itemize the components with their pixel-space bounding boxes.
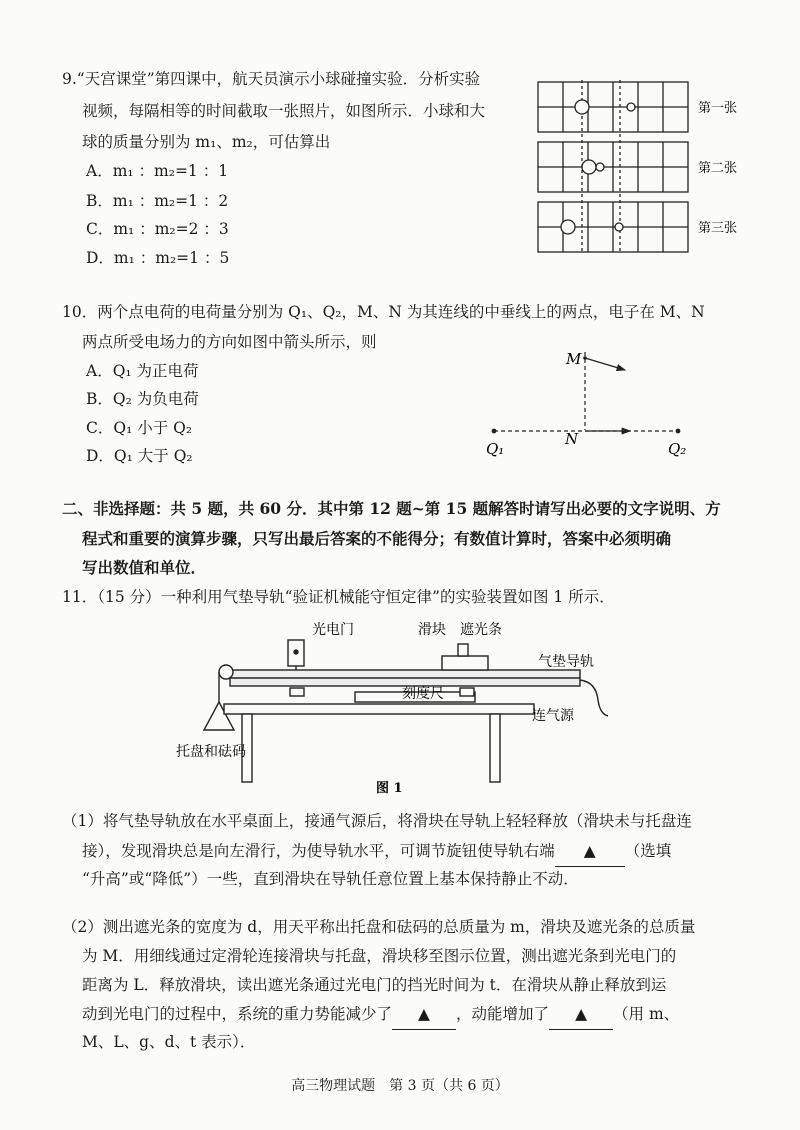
q11-p1-line2 — [82, 836, 671, 867]
charges-figure — [480, 340, 720, 465]
section2-line1: 二、非选择题：共 5 题，共 60 分．其中第 12 题~第 15 题解答时请写出必要的文字说明、方 — [62, 499, 721, 518]
label-n: N — [565, 430, 579, 448]
label-photogate: 光电门 — [312, 622, 354, 638]
q11-intro: 11．（15 分）一种利用气垫导轨“验证机械能守恒定律”的实验装置如图 1 所示． — [62, 588, 615, 606]
air-track-figure — [160, 610, 620, 800]
q11-p2-line2: 为 M．用细线通过定滑轮连接滑块与托盘，滑块移至图示位置，测出遮光条到光电门的 — [82, 947, 677, 965]
q11-p1-line2-text: 接），发现滑块总是向左滑行，为使导轨水平，可调节旋钮使导轨右端 — [82, 842, 555, 860]
q11-p2-line3: 距离为 L．释放滑块，读出遮光条通过光电门的挡光时间为 t．在滑块从静止释放到运 — [82, 976, 667, 994]
page-footer: 高三物理试题 第 3 页（共 6 页） — [291, 1078, 509, 1094]
label-rail: 气垫导轨 — [538, 654, 594, 670]
q10-line2: 两点所受电场力的方向如图中箭头所示，则 — [82, 333, 377, 351]
figure-caption: 图 1 — [376, 781, 403, 796]
q10-line1: 10．两个点电荷的电荷量分别为 Q₁、Q₂，M、N 为其连线的中垂线上的两点，电子在 M、N — [62, 303, 705, 321]
q11-p2-line4 — [82, 999, 679, 1030]
label-slider: 滑块 — [418, 622, 446, 638]
q11-p2-line4-mid: ，动能增加了 — [456, 1005, 550, 1023]
label-q1: Q₁ — [486, 440, 505, 458]
blank-marker: ▲ — [418, 1005, 430, 1023]
q9-option-b: B．m₁ ：m₂=1 ：2 — [86, 192, 229, 210]
q9-line1: 9.“天宫课堂”第四课中，航天员演示小球碰撞实验．分析实验 — [62, 70, 481, 88]
q9-option-d: D．m₁ ：m₂=1 ：5 — [86, 249, 230, 267]
q11-p2-line5: M、L、g、d、t 表示）． — [82, 1033, 256, 1051]
collision-photos-figure — [530, 72, 750, 262]
q10-option-c: C．Q₁ 小于 Q₂ — [86, 419, 193, 437]
label-m: M — [566, 350, 582, 368]
photo-label-1: 第一张 — [698, 101, 738, 116]
q11-p2-line4-tail: （用 m、 — [613, 1005, 680, 1023]
label-tray: 托盘和砝码 — [176, 744, 246, 760]
q9-line2: 视频，每隔相等的时间截取一张照片，如图所示．小球和大 — [82, 102, 486, 120]
label-ruler: 刻度尺 — [402, 686, 444, 702]
answer-blank-3[interactable] — [549, 999, 613, 1030]
label-q2: Q₂ — [668, 440, 687, 458]
section2-line3: 写出数值和单位． — [82, 558, 207, 577]
blank-marker: ▲ — [583, 842, 596, 860]
blank-marker: ▲ — [575, 1005, 587, 1023]
q11-p1-line1: （1）将气垫导轨放在水平桌面上，接通气源后，将滑块在导轨上轻轻释放（滑块未与托盘连 — [62, 812, 692, 830]
answer-blank-1[interactable] — [555, 836, 625, 867]
q10-option-b: B．Q₂ 为负电荷 — [86, 390, 199, 408]
section2-line2: 程式和重要的演算步骤，只写出最后答案的不能得分；有数值计算时，答案中必须明确 — [82, 529, 672, 548]
q11-p2-line1: （2）测出遮光条的宽度为 d，用天平称出托盘和砝码的总质量为 m，滑块及遮光条的总质量 — [62, 918, 696, 936]
q9-option-c: C．m₁ ：m₂=2 ：3 — [86, 220, 229, 238]
label-shade: 遮光条 — [460, 622, 502, 638]
label-air-source: 连气源 — [532, 708, 574, 724]
q11-p2-line4-text: 动到光电门的过程中，系统的重力势能减少了 — [82, 1005, 393, 1023]
answer-blank-2[interactable] — [392, 999, 456, 1030]
q10-option-d: D．Q₁ 大于 Q₂ — [86, 447, 193, 465]
q9-line3: 球的质量分别为 m₁、m₂，可估算出 — [82, 133, 331, 151]
q11-p1-line2-tail: （选填 — [624, 842, 672, 860]
q11-p1-line3: “升高”或“降低”）一些，直到滑块在导轨任意位置上基本保持静止不动． — [82, 870, 579, 888]
q10-option-a: A．Q₁ 为正电荷 — [86, 362, 199, 380]
q9-option-a: A．m₁ ：m₂=1 ：1 — [86, 162, 229, 180]
photo-label-3: 第三张 — [698, 221, 738, 236]
photo-label-2: 第二张 — [698, 161, 738, 176]
